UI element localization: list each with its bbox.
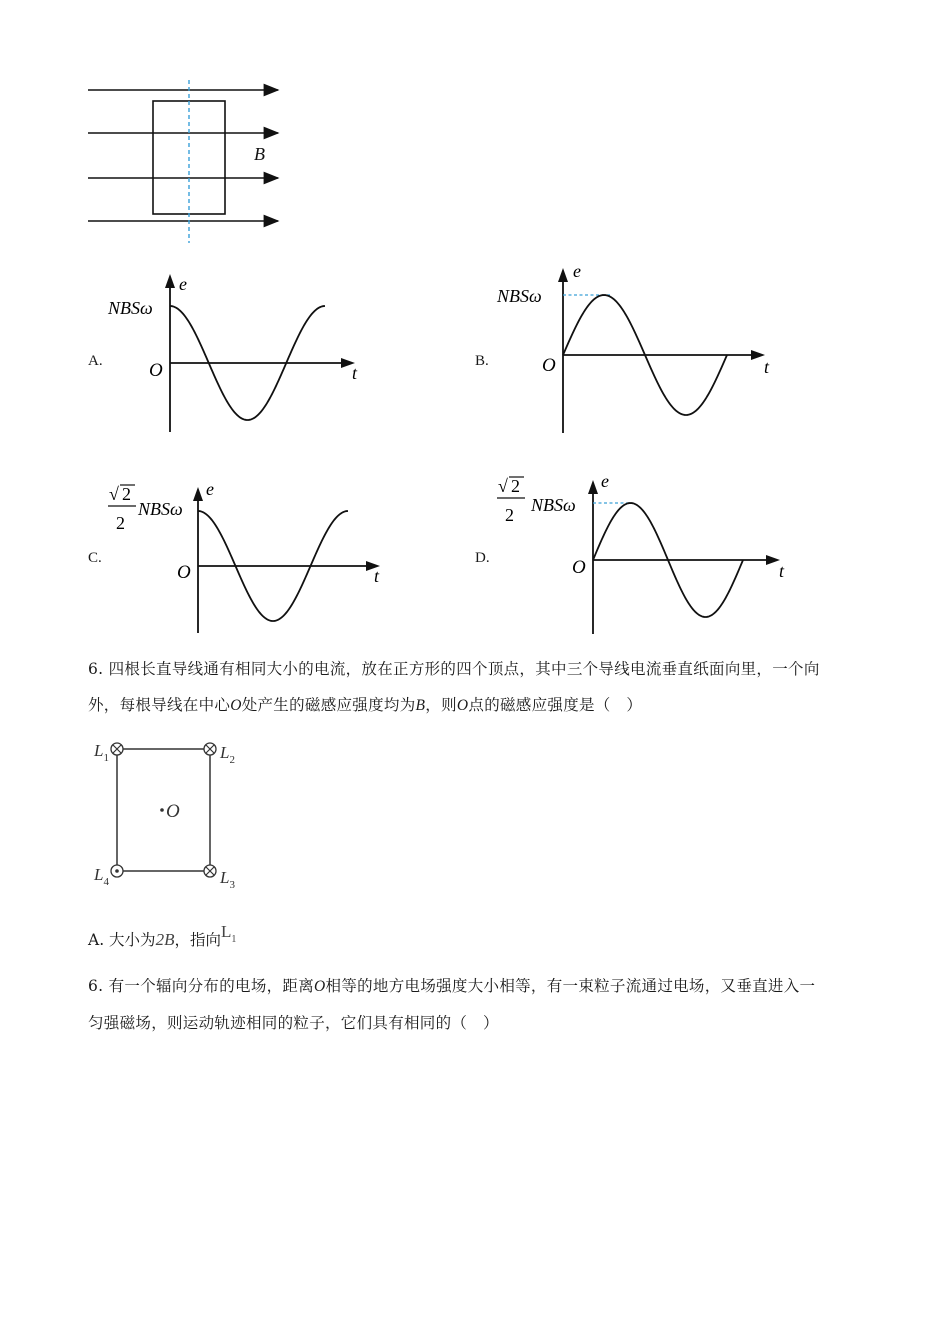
graph-c-sqrt-num: 2 bbox=[122, 484, 131, 504]
graph-b-amplitude: NBSω bbox=[497, 286, 542, 306]
question-wires-text bbox=[88, 651, 868, 724]
wire-l2-into-icon bbox=[204, 743, 216, 755]
question-wires-line1-text: 四根长直导线通有相同大小的电流，放在正方形的四个顶点，其中三个导线电流垂直纸面向里，一个向 bbox=[108, 660, 820, 678]
graph-a-x-label: t bbox=[352, 363, 358, 383]
graph-a-amplitude: NBSω bbox=[108, 298, 153, 318]
center-label: O bbox=[166, 801, 180, 822]
graph-b-origin: O bbox=[542, 355, 556, 376]
graph-d bbox=[495, 470, 800, 638]
wire-l4-label: $L_4$ bbox=[94, 865, 109, 888]
q-wires-l2a: 外，每根导线在中心 bbox=[88, 696, 231, 714]
question-field-number: 6. bbox=[88, 977, 104, 995]
wire-l2-label: $L_2$ bbox=[220, 743, 235, 766]
field-label: B bbox=[254, 144, 265, 164]
answer-a-prefix: A. 大小为 bbox=[88, 931, 156, 949]
q-field-l1-O: O bbox=[314, 978, 326, 995]
wire-l4-out-icon bbox=[111, 865, 123, 877]
graph-c bbox=[105, 475, 390, 637]
graph-c-sqrt-sign: √ bbox=[109, 484, 119, 504]
answer-a-target-sub: 1 bbox=[231, 934, 237, 945]
graph-d-denominator: 2 bbox=[505, 505, 514, 525]
graph-d-y-label: e bbox=[601, 471, 609, 491]
graph-c-y-label: e bbox=[206, 479, 214, 499]
answer-a-mid: ，指向 bbox=[174, 931, 221, 949]
graph-d-amplitude: NBSω bbox=[531, 495, 576, 515]
graph-a-y-label: e bbox=[179, 274, 187, 294]
graph-c-amplitude: NBSω bbox=[138, 499, 183, 519]
wire-l1-into-icon bbox=[111, 743, 123, 755]
graph-b-y-label: e bbox=[573, 261, 581, 281]
graph-d-sqrt-sign: √ bbox=[498, 476, 508, 496]
wire-l1-label: $L_1$ bbox=[94, 741, 109, 764]
question-field-line-1 bbox=[88, 968, 868, 1005]
graph-a bbox=[105, 270, 370, 440]
question-wires-line-2 bbox=[88, 687, 868, 724]
question-field-text bbox=[88, 968, 868, 1041]
option-c-label[interactable]: C. bbox=[88, 550, 102, 566]
answer-a-value: 2B bbox=[155, 930, 175, 949]
option-a-label[interactable]: A. bbox=[88, 353, 103, 369]
question-wires-line-1 bbox=[88, 651, 868, 687]
center-dot bbox=[160, 808, 164, 812]
wire-l3-label: $L_3$ bbox=[220, 868, 235, 891]
graph-c-x-label: t bbox=[374, 566, 380, 586]
graph-c-denominator: 2 bbox=[116, 513, 125, 533]
q-wires-l2-O: O bbox=[230, 697, 242, 714]
q-wires-l2-B: B bbox=[415, 697, 426, 714]
option-b-label[interactable]: B. bbox=[475, 353, 489, 369]
q-wires-l2c: ，则 bbox=[425, 696, 457, 714]
graph-a-origin: O bbox=[149, 360, 163, 381]
question-field-line-2: 匀强磁场，则运动轨迹相同的粒子，它们具有相同的（ ） bbox=[88, 1014, 499, 1032]
graph-b bbox=[495, 257, 785, 437]
q-wires-l2-O2: O bbox=[456, 697, 469, 714]
q-wires-l2b: 处产生的磁感应强度均为 bbox=[241, 696, 416, 714]
graph-d-origin: O bbox=[572, 557, 586, 578]
graph-b-x-label: t bbox=[764, 357, 770, 377]
option-d-label[interactable]: D. bbox=[475, 550, 490, 566]
graph-d-sqrt-num: 2 bbox=[511, 476, 520, 496]
graph-c-origin: O bbox=[177, 562, 191, 583]
wires-square-figure bbox=[90, 735, 250, 895]
question-wires-number: 6. bbox=[88, 660, 104, 678]
answer-a-target: L bbox=[220, 922, 232, 941]
q-field-l1b: 相等的地方电场强度大小相等，有一束粒子流通过电场，又垂直进入一 bbox=[325, 977, 816, 995]
answer-a[interactable] bbox=[88, 922, 236, 950]
wire-l3-into-icon bbox=[204, 865, 216, 877]
field-coil-figure bbox=[80, 75, 295, 250]
graph-d-x-label: t bbox=[779, 561, 785, 581]
q-wires-l2d: 点的磁感应强度是（ ） bbox=[468, 696, 643, 714]
q-field-l1a: 有一个辐向分布的电场，距离 bbox=[108, 977, 315, 995]
